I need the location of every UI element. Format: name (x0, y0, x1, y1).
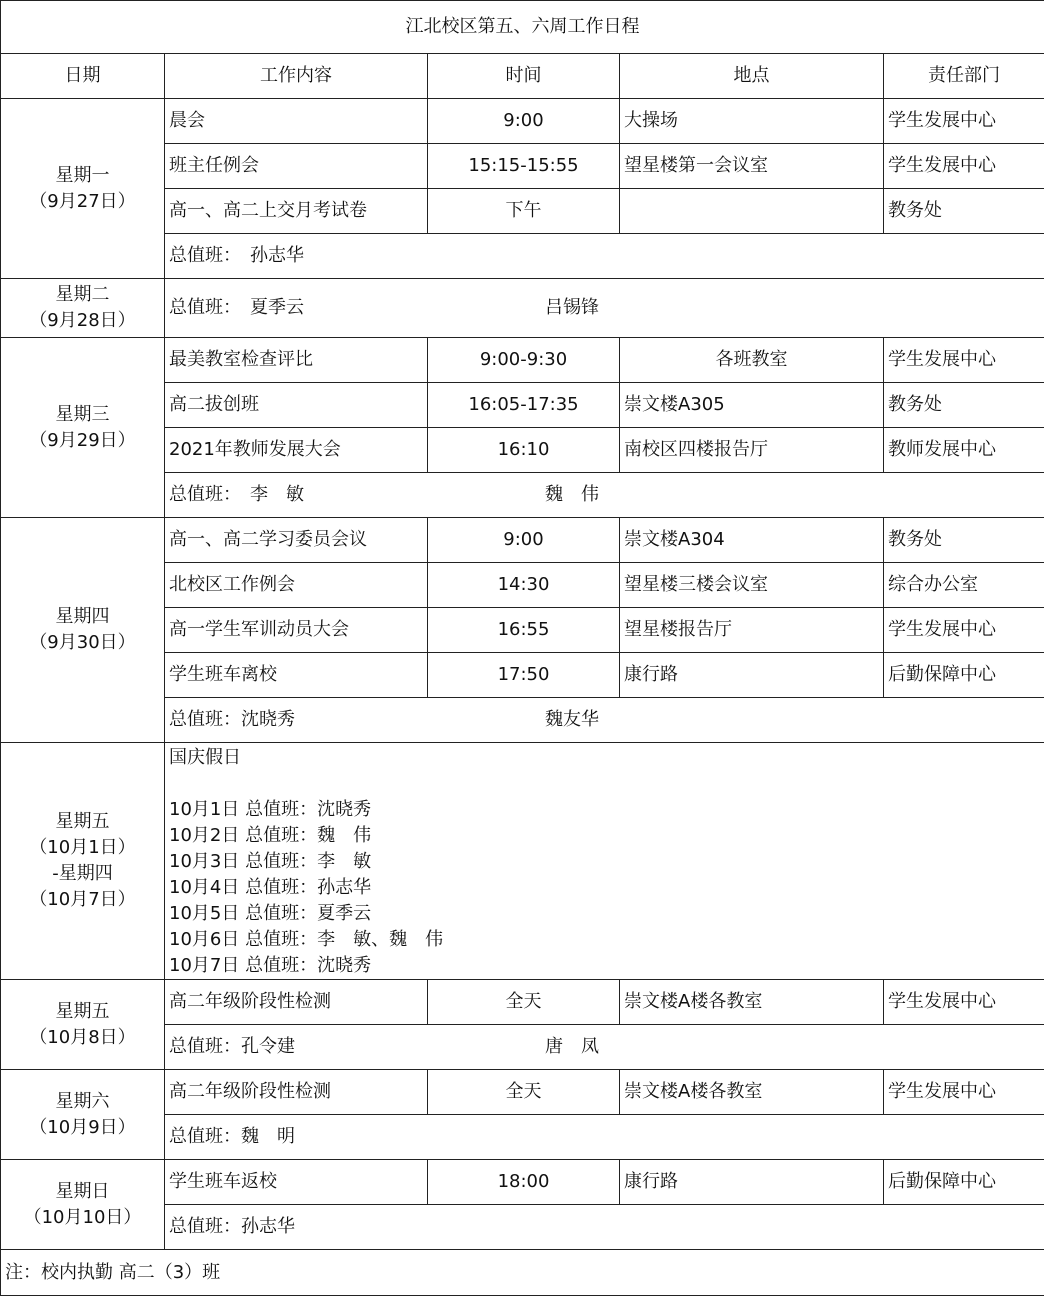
date-label: （10月10日） (5, 1205, 160, 1231)
date-label: （9月28日） (5, 308, 160, 334)
work-dept: 教务处 (884, 518, 1044, 563)
work-time: 16:05-17:35 (428, 383, 620, 428)
holiday-title: 国庆假日 (169, 745, 1040, 771)
date-cell (1, 279, 165, 338)
holiday-duty-line: 10月1日 总值班：沈晓秀 (169, 797, 1040, 823)
work-place: 望星楼第一会议室 (620, 144, 884, 189)
table-row (1, 99, 1044, 144)
duty-cell (165, 698, 1044, 743)
work-time: 9:00 (428, 99, 620, 144)
work-place: 望星楼三楼会议室 (620, 563, 884, 608)
work-place (620, 189, 884, 234)
work-place: 康行路 (620, 1160, 884, 1205)
work-dept: 学生发展中心 (884, 1070, 1044, 1115)
holiday-duty-line: 10月4日 总值班：孙志华 (169, 875, 1040, 901)
header-date: 日期 (1, 54, 165, 99)
header-dept: 责任部门 (884, 54, 1044, 99)
date-cell (1, 1160, 165, 1250)
header-time: 时间 (428, 54, 620, 99)
table-row (1, 338, 1044, 383)
table-row (1, 1160, 1044, 1205)
weekday-label: 星期三 (5, 402, 160, 428)
work-dept: 学生发展中心 (884, 980, 1044, 1025)
table-row (1, 1070, 1044, 1115)
holiday-cell (165, 743, 1044, 980)
duty-person: 魏 明 (241, 1126, 295, 1147)
work-dept: 后勤保障中心 (884, 1160, 1044, 1205)
work-dept: 学生发展中心 (884, 608, 1044, 653)
work-content: 高一、高二学习委员会议 (165, 518, 428, 563)
duty-person-2: 唐 凤 (545, 1036, 599, 1057)
work-time: 全天 (428, 980, 620, 1025)
work-place: 各班教室 (620, 338, 884, 383)
work-time: 9:00 (428, 518, 620, 563)
work-content: 高二拔创班 (165, 383, 428, 428)
work-dept: 学生发展中心 (884, 338, 1044, 383)
duty-person-2: 魏 伟 (545, 484, 599, 505)
work-place: 崇文楼A楼各教室 (620, 980, 884, 1025)
work-place: 南校区四楼报告厅 (620, 428, 884, 473)
work-content: 学生班车返校 (165, 1160, 428, 1205)
work-time: 16:10 (428, 428, 620, 473)
work-content: 高一、高二上交月考试卷 (165, 189, 428, 234)
work-content: 高一学生军训动员大会 (165, 608, 428, 653)
work-content: 学生班车离校 (165, 653, 428, 698)
work-place: 大操场 (620, 99, 884, 144)
duty-person: 李 敏 (250, 484, 304, 505)
duty-cell (165, 1205, 1044, 1250)
date-cell (1, 99, 165, 279)
weekday-label: 星期六 (5, 1089, 160, 1115)
duty-person: 夏季云 (250, 297, 304, 318)
duty-person: 沈晓秀 (241, 709, 295, 730)
duty-person-2: 吕锡锋 (545, 297, 599, 318)
note-row (1, 1250, 1044, 1296)
work-content: 班主任例会 (165, 144, 428, 189)
header-row (1, 54, 1044, 99)
date-cell (1, 518, 165, 743)
work-dept: 综合办公室 (884, 563, 1044, 608)
duty-label: 总值班： (169, 1036, 241, 1057)
holiday-row (1, 743, 1044, 980)
work-dept: 教师发展中心 (884, 428, 1044, 473)
duty-label: 总值班： (169, 1216, 241, 1237)
duty-cell (165, 279, 1044, 338)
footnote: 注：校内执勤 高二（3）班 (1, 1250, 1044, 1296)
work-content: 最美教室检查评比 (165, 338, 428, 383)
work-time: 18:00 (428, 1160, 620, 1205)
date-label: （9月27日） (5, 189, 160, 215)
work-content: 高二年级阶段性检测 (165, 980, 428, 1025)
header-content: 工作内容 (165, 54, 428, 99)
duty-cell (165, 234, 1044, 279)
work-time: 全天 (428, 1070, 620, 1115)
duty-label: 总值班： (169, 297, 232, 318)
work-place: 望星楼报告厅 (620, 608, 884, 653)
weekday-label-end: -星期四 (5, 861, 160, 887)
date-label: （9月30日） (5, 630, 160, 656)
duty-label: 总值班： (169, 1126, 241, 1147)
work-content: 高二年级阶段性检测 (165, 1070, 428, 1115)
header-place: 地点 (620, 54, 884, 99)
work-dept: 学生发展中心 (884, 99, 1044, 144)
table-row (1, 980, 1044, 1025)
date-cell (1, 338, 165, 518)
date-cell (1, 743, 165, 980)
holiday-duty-line: 10月3日 总值班：李 敏 (169, 849, 1040, 875)
holiday-duty-line: 10月2日 总值班：魏 伟 (169, 823, 1040, 849)
table-row (1, 518, 1044, 563)
work-dept: 教务处 (884, 189, 1044, 234)
weekday-label: 星期日 (5, 1179, 160, 1205)
holiday-duty-line: 10月5日 总值班：夏季云 (169, 901, 1040, 927)
date-label: （9月29日） (5, 428, 160, 454)
duty-person-2: 魏友华 (545, 709, 599, 730)
date-label: （10月8日） (5, 1025, 160, 1051)
work-content: 2021年教师发展大会 (165, 428, 428, 473)
date-cell (1, 980, 165, 1070)
work-place: 崇文楼A305 (620, 383, 884, 428)
work-content: 北校区工作例会 (165, 563, 428, 608)
work-time: 16:55 (428, 608, 620, 653)
work-dept: 学生发展中心 (884, 144, 1044, 189)
weekday-label: 星期四 (5, 604, 160, 630)
date-cell (1, 1070, 165, 1160)
duty-cell (165, 1115, 1044, 1160)
holiday-duty-line: 10月6日 总值班：李 敏、魏 伟 (169, 927, 1040, 953)
duty-label: 总值班： (169, 245, 232, 266)
duty-label: 总值班： (169, 484, 232, 505)
weekday-label: 星期五 (5, 999, 160, 1025)
weekday-label: 星期一 (5, 163, 160, 189)
duty-cell (165, 1025, 1044, 1070)
work-time: 下午 (428, 189, 620, 234)
work-place: 崇文楼A楼各教室 (620, 1070, 884, 1115)
duty-person: 孙志华 (250, 245, 304, 266)
duty-row (1, 279, 1044, 338)
date-label-end: （10月7日） (5, 887, 160, 913)
weekday-label: 星期二 (5, 282, 160, 308)
work-time: 15:15-15:55 (428, 144, 620, 189)
work-dept: 教务处 (884, 383, 1044, 428)
duty-cell (165, 473, 1044, 518)
work-time: 17:50 (428, 653, 620, 698)
holiday-duty-line: 10月7日 总值班：沈晓秀 (169, 953, 1040, 979)
date-label: （10月1日） (5, 835, 160, 861)
work-time: 9:00-9:30 (428, 338, 620, 383)
page-title: 江北校区第五、六周工作日程 (1, 1, 1044, 54)
work-content: 晨会 (165, 99, 428, 144)
work-time: 14:30 (428, 563, 620, 608)
duty-person: 孔令建 (241, 1036, 295, 1057)
work-place: 康行路 (620, 653, 884, 698)
work-dept: 后勤保障中心 (884, 653, 1044, 698)
duty-person: 孙志华 (241, 1216, 295, 1237)
weekday-label: 星期五 (5, 809, 160, 835)
date-label: （10月9日） (5, 1115, 160, 1141)
duty-label: 总值班： (169, 709, 241, 730)
work-place: 崇文楼A304 (620, 518, 884, 563)
